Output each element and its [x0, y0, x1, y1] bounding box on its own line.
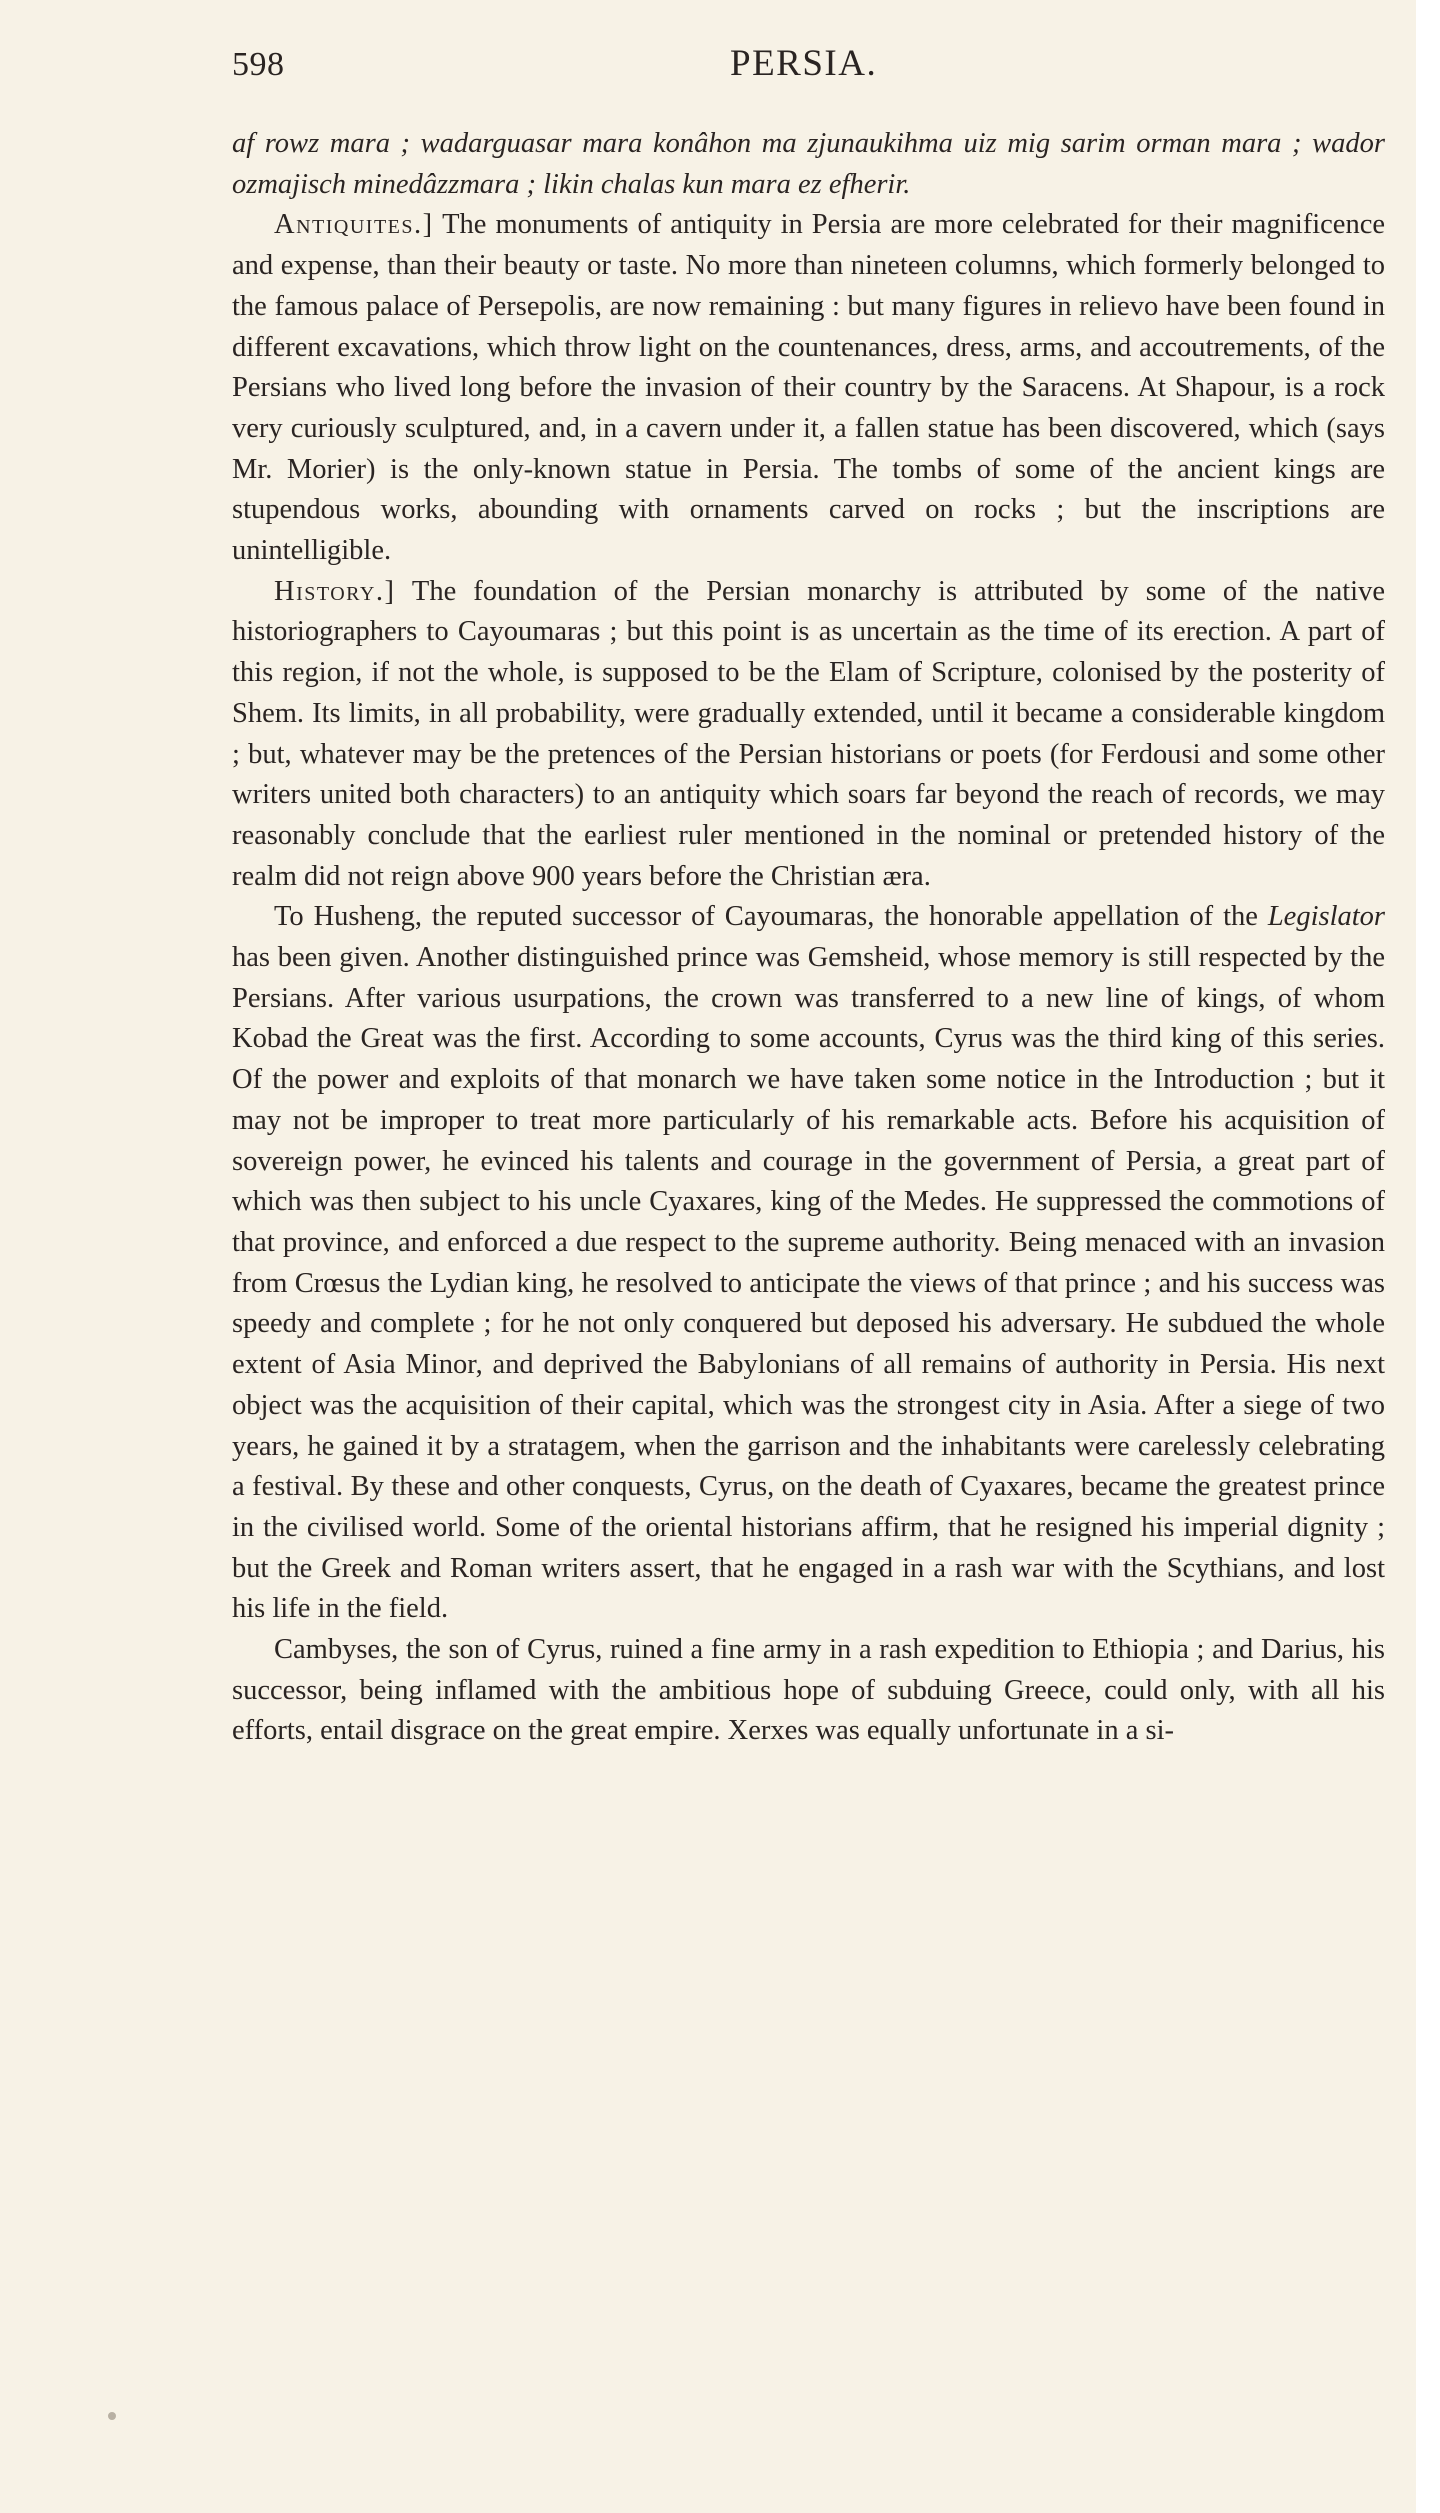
running-title: PERSIA.: [730, 43, 878, 84]
antiquities-text: The monuments of antiquity in Persia are more celebrated for their magnificence and expense, than their beauty or taste. No more than nineteen columns, which formerly belonged to the famous palace of Persepolis, are now remaining : but many figures in relievo have been found in different excavations, which throw light on the countenances, dress, arms, and accoutrements, of the Persians who lived long before the invasion of their country by the Saracens. At Shapour, is a rock very curiously sculptured, and, in a cavern under it, a fallen statue has been discovered, which (says Mr. Morier) is the only-known statue in Persia. The tombs of some of the ancient kings are stupendous works, abounding with ornaments carved on rocks ; but the inscriptions are unintelligible.: [232, 209, 1385, 567]
husheng-paragraph: [232, 897, 1385, 1630]
legislator-term: Legislator: [1267, 901, 1385, 933]
antiquities-paragraph: [232, 205, 1385, 571]
antiquities-heading: Antiquites.]: [274, 209, 434, 241]
opening-italic-paragraph: af rowz mara ; wadarguasar mara konâhon ma zjunaukihma uiz mig sarim orman mara ; wador ozmajisch minedâzzmara ; likin chalas kun mara ez efherir.: [232, 128, 1385, 200]
history-paragraph: [232, 572, 1385, 898]
history-heading: History.]: [274, 575, 396, 607]
husheng-text-after: has been given. Another distinguished prince was Gemsheid, whose memory is still respected by the Persians. After various usurpations, the crown was transferred to a new line of kings, of whom Kobad the Great was the first. According to some accounts, Cyrus was the third king of this series. Of the power and exploits of that monarch we have taken some notice in the Introduction ; but it may not be improper to treat more particularly of his remarkable acts. Before his acquisition of sovereign power, he evinced his talents and courage in the government of Persia, a great part of which was then subject to his uncle Cyaxares, king of the Medes. He suppressed the commotions of that province, and enforced a due respect to the supreme authority. Being menaced with an invasion from Crœsus the Lydian king, he resolved to anticipate the views of that prince ; and his success was speedy and complete ; for he not only conquered but deposed his adversary. He subdued the whole extent of Asia Minor, and deprived the Babylonians of all remains of authority in Persia. His next object was the acquisition of their capital, which was the strongest city in Asia. After a siege of two years, he gained it by a stratagem, when the garrison and the inhabitants were carelessly celebrating a festival. By these and other conquests, Cyrus, on the death of Cyaxares, became the greatest prince in the civilised world. Some of the oriental historians affirm, that he resigned his imperial dignity ; but the Greek and Roman writers assert, that he engaged in a rash war with the Scythians, and lost his life in the field.: [232, 942, 1385, 1625]
husheng-text-before: To Husheng, the reputed successor of Cayoumaras, the honorable appellation of the: [274, 901, 1268, 933]
history-text: The foundation of the Persian monarchy is attributed by some of the native historiographers to Cayoumaras ; but this point is as uncertain as the time of its erection. A part of this region, if not the whole, is supposed to be the Elam of Scripture, colonised by the posterity of Shem. Its limits, in all probability, were gradually extended, until it became a considerable kingdom ; but, whatever may be the pretences of the Persian historians or poets (for Ferdousi and some other writers united both characters) to an antiquity which soars far beyond the reach of records, we may reasonably conclude that the earliest ruler mentioned in the nominal or pretended history of the realm did not reign above 900 years before the Christian æra.: [232, 575, 1385, 892]
page-header: [232, 42, 1392, 92]
page-edge: [1416, 0, 1440, 2513]
cambyses-paragraph: Cambyses, the son of Cyrus, ruined a fine army in a rash expedition to Ethiopia ; and Darius, his successor, being inflamed with the ambitious hope of subduing Greece, could only, with all his efforts, entail disgrace on the great empire. Xerxes was equally unfortunate in a si-: [232, 1634, 1385, 1747]
page-number: 598: [232, 46, 285, 83]
paper-mark: [108, 2412, 116, 2420]
text-body: [232, 124, 1385, 1752]
